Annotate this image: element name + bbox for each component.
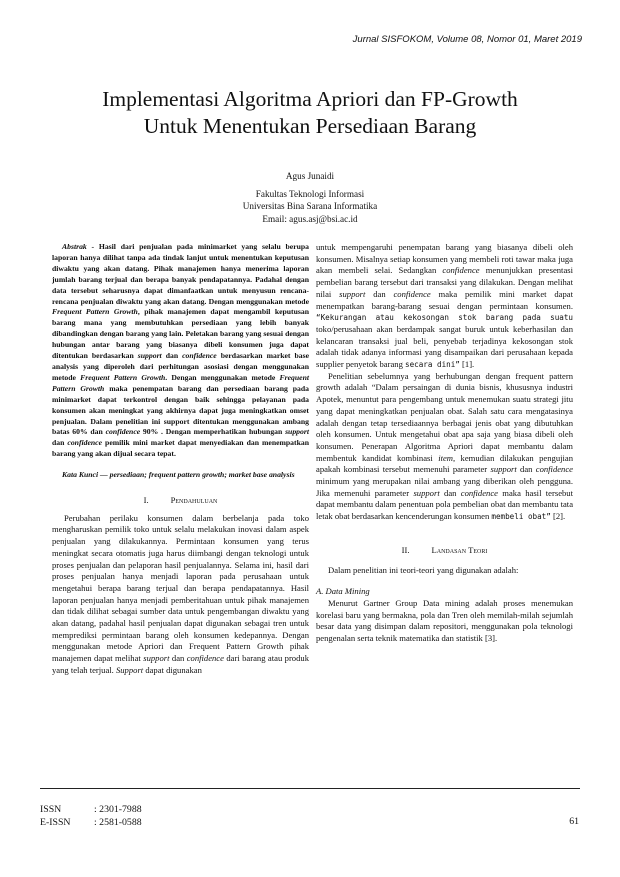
abstract-label: Abstrak bbox=[62, 242, 87, 251]
abstract-text: - Hasil dari penjualan pada minimarket yang selalu berupa laporan hanya dilihat tanpa ada tindak lanjut untuk menentukan keputusan diwaktu yang akan datang. Pihak manajemen hanya menerima laporan jumlah barang terjual dan berapa banyak pendapatannya. Padahal dengan data tersebut seharusnya dapat dimanfaatkan untuk menyusun rencana-rencana penjualan diwaktu yang akan datang. Dengan menggunakan metode bbox=[52, 242, 309, 306]
keywords-label: Kata Kunci bbox=[62, 470, 99, 480]
abstract-text: dan bbox=[161, 351, 183, 361]
author-email: Email: agus.asj@bsi.ac.id bbox=[262, 213, 358, 224]
quote-mono: membeli obat” bbox=[491, 512, 551, 522]
paragraph-text: Penelitian sebelumnya yang berhubungan dengan frequent pattern growth adalah “Dalam persaingan di dunia bisnis, khususnya industri Apotek, menuntut para pengembang untuk menemukan suatu strategi jitu yang dapat meningkatkan penjualan obat. Salah satu cara mengatasinya adalah dengan tetap tersediaannya berbagai jenis obat yang dibutuhkan oleh konsumen. Untuk mengetahui obat apa saja yang biasa dibeli oleh konsumen. Penerapan Algoritma Apriori dapat membantu dalam membentuk kandidat kombinasi bbox=[316, 370, 573, 463]
paragraph-text: minimum yang merupakan nilai ambang yang diberikan oleh pengguna. Jika memenuhi parameter bbox=[316, 476, 573, 498]
abstract-em: confidence bbox=[182, 351, 217, 361]
right-column bbox=[316, 242, 573, 645]
abstract-em: Frequent Pattern Growth bbox=[80, 372, 166, 382]
eissn-label: E-ISSN bbox=[40, 817, 71, 828]
subsection-heading-a: A. Data Mining bbox=[316, 586, 370, 597]
paragraph-em: Support bbox=[115, 664, 144, 675]
paragraph-text: , kemudian dilakukan pengujian apakah kombinasi tersebut memenuhi parameter bbox=[316, 452, 574, 475]
section-number: I. bbox=[143, 495, 149, 506]
abstract-text: . Dengan menggunakan metode bbox=[165, 372, 280, 382]
abstract-em: support bbox=[285, 427, 309, 437]
paragraph-em: support bbox=[490, 464, 517, 475]
issn-label: ISSN bbox=[40, 804, 62, 815]
paragraph-em: confidence bbox=[442, 265, 480, 276]
left-column bbox=[52, 242, 309, 677]
abstract-em: Frequent Pattern Growth bbox=[52, 307, 138, 317]
paragraph-text: menunjukkan presentasi pembelian barang tersebut dari transaksi yang dilakukan. Dengan melihat nilai bbox=[316, 265, 573, 299]
abstract-em: support bbox=[137, 351, 162, 361]
paragraph-intro bbox=[52, 513, 309, 677]
paragraph-em: item bbox=[438, 452, 453, 463]
paragraph-text: maka pemilik mini market dapat menempatkan barang-barang sesuai dengan permintaan konsumen. bbox=[316, 288, 573, 311]
eissn-value: : 2581-0588 bbox=[94, 817, 142, 828]
keywords-text: — persediaan; frequent pattern growth; market base analysis bbox=[100, 470, 295, 480]
abstract-text: berdasarkan market base analysis yang diperoleh dari perhitungan asosiasi dengan menggunakan metode bbox=[52, 351, 310, 382]
section-number: II. bbox=[401, 544, 410, 555]
keywords bbox=[52, 470, 309, 481]
paragraph-continued bbox=[316, 242, 573, 371]
paragraph-previous-research bbox=[316, 371, 573, 523]
abstract-text: 90% . Dengan memperhatikan hubungan bbox=[140, 427, 286, 437]
footer-rule bbox=[40, 788, 580, 789]
title-line-1: Implementasi Algoritma Apriori dan FP-Growth bbox=[102, 87, 518, 111]
paragraph-text: toko/perusahaan akan berdampak sangat buruk untuk keberhasilan dan kelancaran transaksi jual beli, penyebab terjadinya kekosongan stok adalah tidak adanya informasi yang disampaikan dari perusahaan kepada supplier penyetok barang bbox=[316, 323, 573, 370]
paragraph-em: confidence bbox=[535, 464, 573, 475]
paragraph-text: Perubahan perilaku konsumen dalam berbelanja pada toko mengharuskan pemilik toko untuk selalu melakukan inovasi dalam aspek penjualan yang dilakukannya. Permintaan konsumen yang terus meningkat secara otomatis juga harus diimbangi dengan teknologi untuk proses penjualan dan pelaporan hasil penjualannya. Selama ini, hasil dari proses penjualan hanya menjadi laporan pada perusahaan untuk mengetahui berapa barang terjual dan berapa pendapatannya. Hasil laporan penjualan hanya menjadi pemberitahuan untuk pihak manajemen dan tidak dilihat sebagai sumber data untuk pengembangan diwaktu yang akan datang, padahal hasil penjualan dapat digunakan sebagai tren untuk memprediksi permintaan barang oleh konsumen kedepannya. Dengan menggunakan metode Apriori dan Frequent Pattern Growth pihak manajemen dapat melihat bbox=[52, 512, 309, 664]
paragraph-em: support bbox=[413, 487, 440, 498]
journal-header: Jurnal SISFOKOM, Volume 08, Nomor 01, Maret 2019 bbox=[352, 34, 582, 45]
page-number: 61 bbox=[569, 816, 579, 827]
paragraph-em: support bbox=[339, 288, 366, 299]
quote-mono: secara dini” bbox=[405, 360, 460, 370]
author-faculty: Fakultas Teknologi Informasi bbox=[255, 188, 365, 199]
section-title: Landasan Teori bbox=[431, 544, 488, 555]
section-title: Pendahuluan bbox=[170, 495, 218, 506]
paragraph-em: confidence bbox=[393, 288, 431, 299]
paragraph-text: maka hasil tersebut dapat membantu dalam penentuan pola pembelian obat dan membantu tata letak obat berdasarkan kencenderungan konsumen bbox=[316, 487, 574, 522]
paragraph-text: dan bbox=[439, 487, 461, 498]
title-line-2: Untuk Menentukan Persediaan Barang bbox=[143, 114, 477, 138]
author-block bbox=[40, 170, 580, 225]
author-name: Agus Junaidi bbox=[285, 171, 335, 181]
abstract-text: dan bbox=[52, 438, 68, 448]
abstract bbox=[52, 242, 309, 460]
abstract-text: , pihak manajemen dapat mengambil keputusan barang mana yang membutuhkan persediaan yang lebih banyak dibandingkan dengan barang yang lain. Peletakan barang yang sesuai dengan hubungan antar barang yang biasanya dibeli konsumen juga dapat ditentukan berdasarkan bbox=[52, 307, 310, 361]
quote-mono: “Kekurangan atau kekosongan stok barang pada suatu bbox=[316, 313, 573, 323]
paragraph-text: [2]. bbox=[550, 511, 566, 522]
paragraph-em: support bbox=[143, 653, 170, 664]
footer-issn bbox=[40, 803, 142, 829]
paragraph-theory-intro: Dalam penelitian ini teori-teori yang digunakan adalah: bbox=[328, 564, 519, 575]
paragraph-text: dari barang atau produk yang telah terjual. bbox=[52, 653, 309, 675]
paragraph-text: dan bbox=[365, 288, 394, 299]
paragraph-data-mining: Menurut Gartner Group Data mining adalah proses menemukan korelasi baru yang bermakna, pola dan Tren oleh memilah-milah sejumlah besar data yang disimpan dalam repositori, menggunakan pola teknologi pengenalan serta teknik matematika dan statistik [3]. bbox=[316, 597, 573, 644]
section-heading-2 bbox=[316, 545, 573, 557]
paragraph-em: confidence bbox=[460, 487, 498, 498]
paragraph-text: dapat digunakan bbox=[143, 664, 202, 675]
paragraph-em: confidence bbox=[186, 653, 224, 664]
paragraph-text: [1]. bbox=[459, 359, 475, 370]
author-university: Universitas Bina Sarana Informatika bbox=[242, 201, 378, 211]
section-heading-1 bbox=[52, 495, 309, 507]
paragraph-text: dan bbox=[516, 464, 536, 475]
paper-title bbox=[40, 86, 580, 140]
abstract-em: confidence bbox=[105, 427, 141, 437]
paragraph-text: untuk mempengaruhi penempatan barang yang biasanya dibeli oleh konsumen. Misalnya setiap konsumen yang membeli roti tawar maka juga akan membeli selai. Sedangkan bbox=[316, 242, 573, 276]
paragraph-text: dan bbox=[169, 653, 187, 664]
abstract-em: Frequent Pattern Growth bbox=[52, 372, 309, 393]
abstract-text: pemilik mini market dapat menyediakan dan menempatkan barang yang akan dijual secara tepat. bbox=[52, 438, 309, 459]
abstract-em: confidence bbox=[67, 438, 103, 448]
issn-value: : 2301-7988 bbox=[94, 804, 142, 815]
abstract-text: maka penempatan barang dan persediaan barang pada minimarket dapat terkontrol dengan baik sehingga pelayanan pada konsumen akan meningkat yang akhirnya dapat juga meningkatkan omset penjualan. Dalam penelitian ini support ditentukan menggunakan ambang batas 60% dan bbox=[52, 383, 309, 437]
